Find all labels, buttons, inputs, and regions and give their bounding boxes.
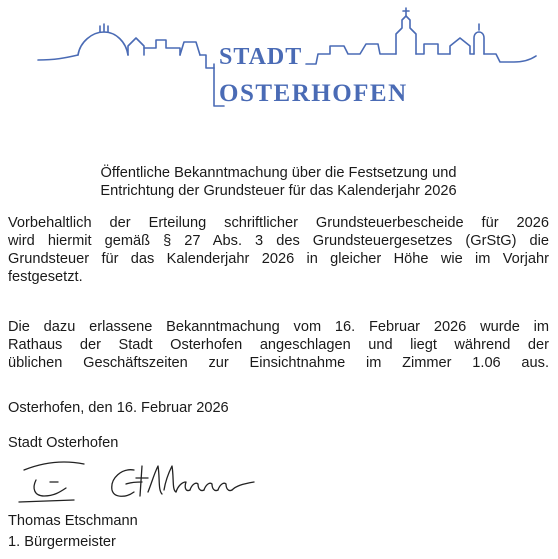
city-name-line1: STADT [219, 44, 303, 70]
paragraph2-line: Rathaus der Stadt Osterhofen angeschlagen und liegt während der [8, 337, 549, 353]
notice-heading [8, 164, 549, 200]
place-date: Osterhofen, den 16. Februar 2026 [8, 400, 229, 416]
handwritten-signature [14, 452, 264, 512]
paragraph2-line: Die dazu erlassene Bekanntmachung vom 16. Februar 2026 wurde im [8, 319, 549, 335]
paragraph-posting [8, 318, 549, 372]
paragraph2-line: üblichen Geschäftszeiten zur Einsichtnahme im Zimmer 1.06 aus. [8, 355, 549, 371]
signer-name: Thomas Etschmann [8, 513, 138, 529]
paragraph1-line: Vorbehaltlich der Erteilung schriftlicher Grundsteuerbescheide für 2026 [8, 215, 549, 231]
paragraph1-line: Grundsteuer für das Kalenderjahr 2026 in gleicher Höhe wie im Vorjahr [8, 251, 549, 267]
heading-line-2: Entrichtung der Grundsteuer für das Kalenderjahr 2026 [100, 183, 457, 199]
city-name-line2: OSTERHOFEN [219, 80, 408, 107]
signer-title: 1. Bürgermeister [8, 534, 116, 550]
heading-line-1: Öffentliche Bekanntmachung über die Festsetzung und [100, 165, 457, 181]
paragraph1-line: festgesetzt. [8, 269, 83, 285]
letterhead [0, 0, 558, 118]
paragraph1-line: wird hiermit gemäß § 27 Abs. 3 des Grundsteuergesetzes (GrStG) die [8, 233, 549, 249]
signer-organization: Stadt Osterhofen [8, 435, 119, 451]
paragraph-assessment [8, 214, 549, 286]
notice-body [8, 164, 549, 550]
